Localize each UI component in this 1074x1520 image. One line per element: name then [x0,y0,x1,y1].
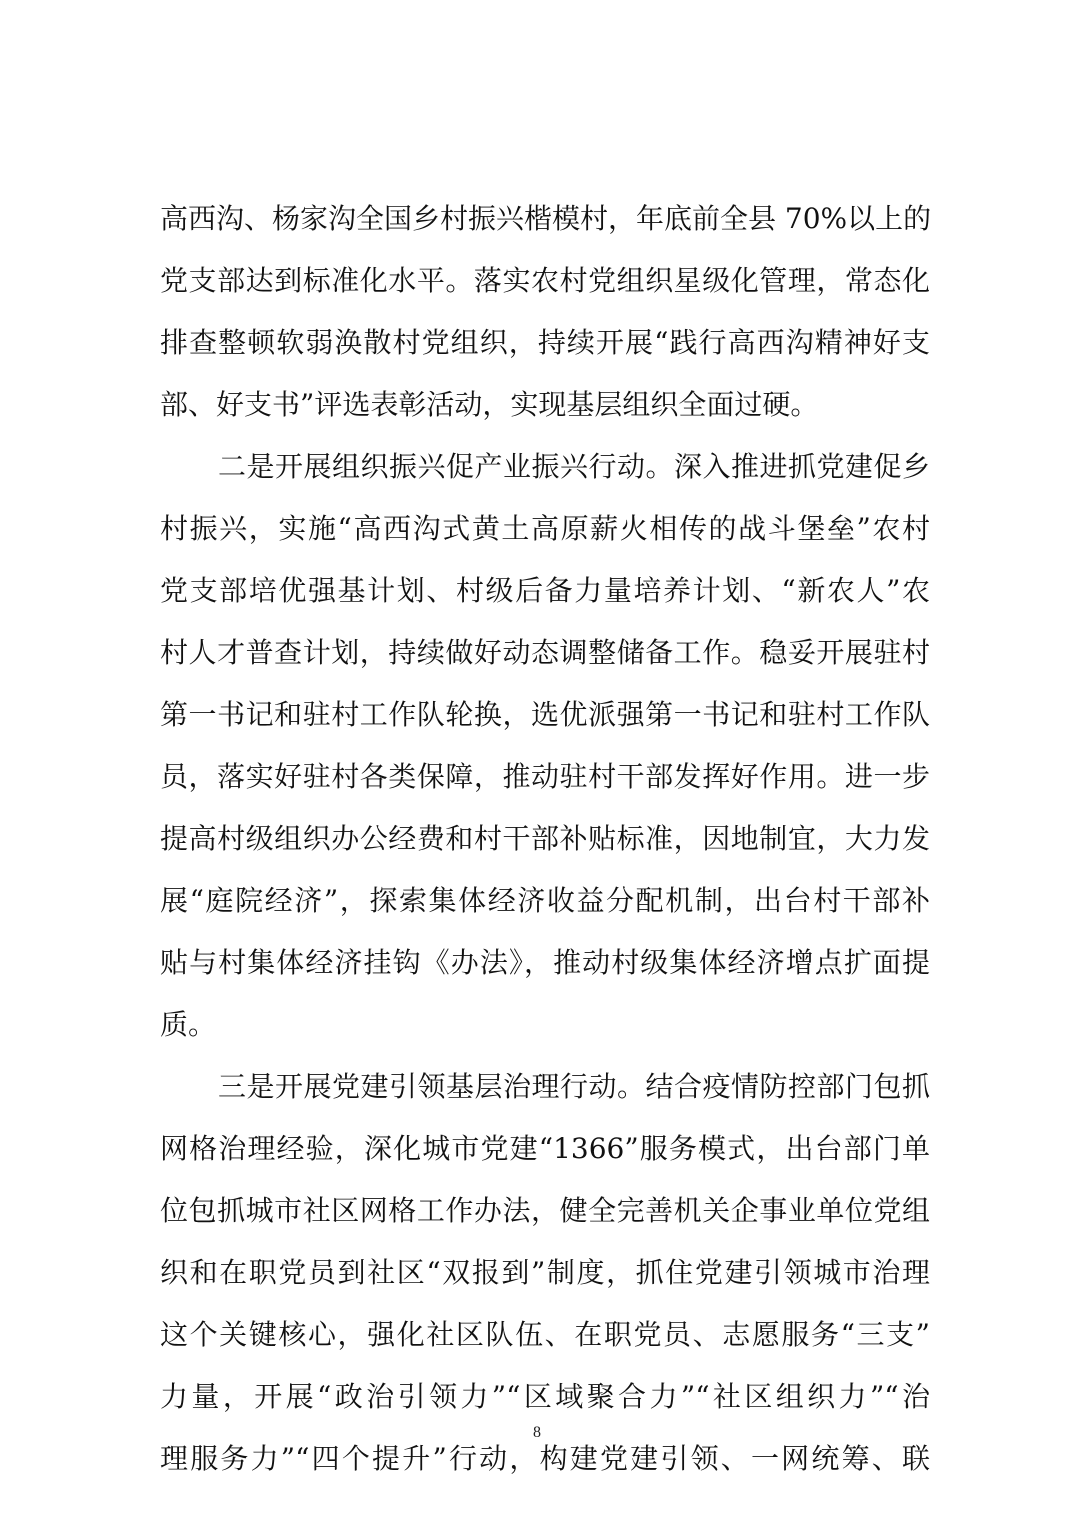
text-line: 部、好支书”评选表彰活动，实现基层组织全面过硬。 [160,388,819,421]
paragraph-start-line: 二是开展组织振兴促产业振兴行动。深入推进抓党建促乡 [218,450,930,483]
text-line: 织和在职党员到社区“双报到”制度，抓住党建引领城市治理 [160,1256,930,1289]
text-line: 网格治理经验，深化城市党建“1366”服务模式，出台部门单 [160,1132,930,1165]
page-number: 8 [533,1424,541,1441]
text-line: 展“庭院经济”，探索集体经济收益分配机制，出台村干部补 [160,884,930,917]
text-line: 贴与村集体经济挂钩《办法》，推动村级集体经济增点扩面提 [160,946,930,979]
text-line: 位包抓城市社区网格工作办法，健全完善机关企事业单位党组 [160,1194,930,1227]
text-line: 力量，开展“政治引领力”“区域聚合力”“社区组织力”“治 [160,1380,930,1413]
body-text [160,188,930,1490]
paragraph-start-line: 三是开展党建引领基层治理行动。结合疫情防控部门包抓 [218,1070,930,1103]
text-line: 理服务力”“四个提升”行动，构建党建引领、一网统筹、联 [160,1442,930,1475]
text-line: 这个关键核心，强化社区队伍、在职党员、志愿服务“三支” [160,1318,930,1351]
text-line: 第一书记和驻村工作队轮换，选优派强第一书记和驻村工作队 [160,698,930,731]
text-line: 员，落实好驻村各类保障，推动驻村干部发挥好作用。进一步 [160,760,930,793]
text-line: 村振兴，实施“高西沟式黄土高原薪火相传的战斗堡垒”农村 [160,512,930,545]
text-line: 党支部培优强基计划、村级后备力量培养计划、“新农人”农 [160,574,930,607]
text-line: 提高村级组织办公经费和村干部补贴标准，因地制宜，大力发 [160,822,930,855]
text-line: 村人才普查计划，持续做好动态调整储备工作。稳妥开展驻村 [160,636,930,669]
text-line: 排查整顿软弱涣散村党组织，持续开展“践行高西沟精神好支 [160,326,930,359]
text-line: 质。 [160,1008,217,1041]
text-line: 党支部达到标准化水平。落实农村党组织星级化管理，常态化 [160,264,930,297]
text-line: 高西沟、杨家沟全国乡村振兴楷模村，年底前全县 70%以上的 [160,202,932,235]
